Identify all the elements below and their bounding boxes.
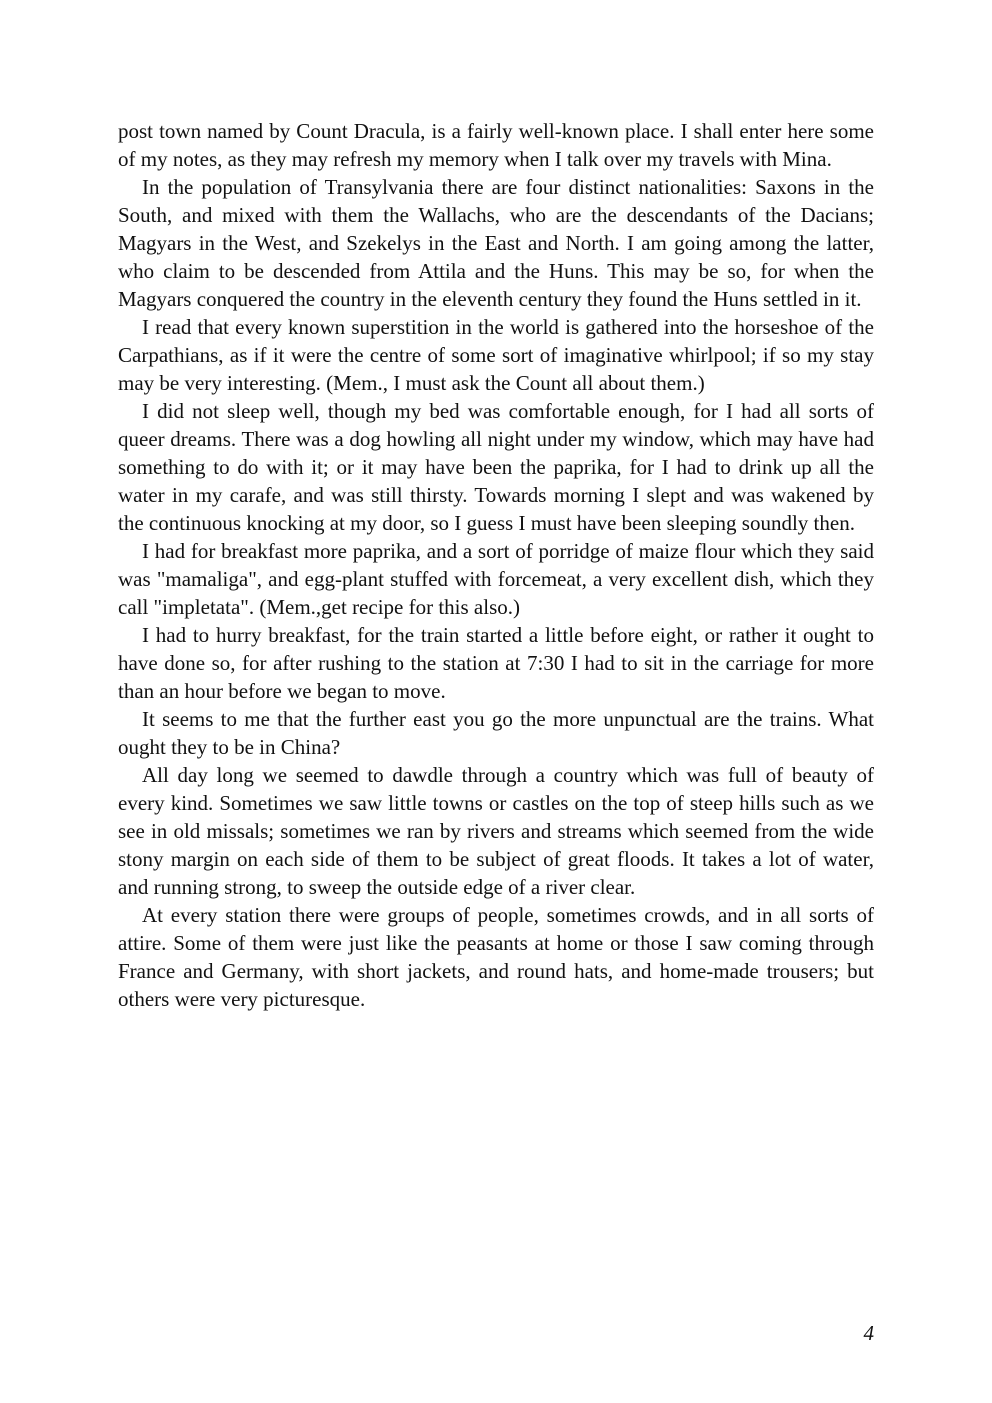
paragraph-nationalities: In the population of Transylvania there are four distinct nationalities: Saxons in the South, and mixed with them the Wallachs, who are the descendants of the Dacians; Magyars in the West, and Szekelys in the East and North. I am going among the latter, who claim to be descended from Attila and the Huns. This may be so, for when the Magyars conquered the country in the eleventh century they found the Huns settled in it. xyxy=(118,175,874,311)
paragraph-stations: At every station there were groups of people, sometimes crowds, and in all sorts of attire. Some of them were just like the peasants at home or those I saw coming through France and Germany, with short jackets, and round hats, and home-made trousers; but others were very picturesque. xyxy=(118,903,874,1011)
paragraph-breakfast: I had for breakfast more paprika, and a sort of porridge of maize flour which they said was "mamaliga", and egg-plant stuffed with forcemeat, a very excellent dish, which they call "impletata". (Mem.,get recipe for this also.) xyxy=(118,539,874,619)
paragraph-train-departure: I had to hurry breakfast, for the train started a little before eight, or rather it ought to have done so, for after rushing to the station at 7:30 I had to sit in the carriage for more than an hour before we began to move. xyxy=(118,623,874,703)
paragraph-sleep: I did not sleep well, though my bed was comfortable enough, for I had all sorts of queer dreams. There was a dog howling all night under my window, which may have had something to do with it; or it may have been the paprika, for I had to drink up all the water in my carafe, and was still thirsty. Towards morning I slept and was wakened by the continuous knocking at my door, so I guess I must have been sleeping soundly then. xyxy=(118,399,874,535)
page-body-text xyxy=(118,117,874,1013)
paragraph-continuation: post town named by Count Dracula, is a fairly well-known place. I shall enter here some of my notes, as they may refresh my memory when I talk over my travels with Mina. xyxy=(118,119,874,171)
page-number: 4 xyxy=(863,1321,874,1345)
paragraph-superstition: I read that every known superstition in the world is gathered into the horseshoe of the Carpathians, as if it were the centre of some sort of imaginative whirlpool; if so my stay may be very interesting. (Mem., I must ask the Count all about them.) xyxy=(118,315,874,395)
paragraph-country-journey: All day long we seemed to dawdle through a country which was full of beauty of every kind. Sometimes we saw little towns or castles on the top of steep hills such as we see in old missals; sometimes we ran by rivers and streams which seemed from the wide stony margin on each side of them to be subject of great floods. It takes a lot of water, and running strong, to sweep the outside edge of a river clear. xyxy=(118,763,874,899)
paragraph-unpunctual-trains: It seems to me that the further east you go the more unpunctual are the trains. What ought they to be in China? xyxy=(118,707,874,759)
